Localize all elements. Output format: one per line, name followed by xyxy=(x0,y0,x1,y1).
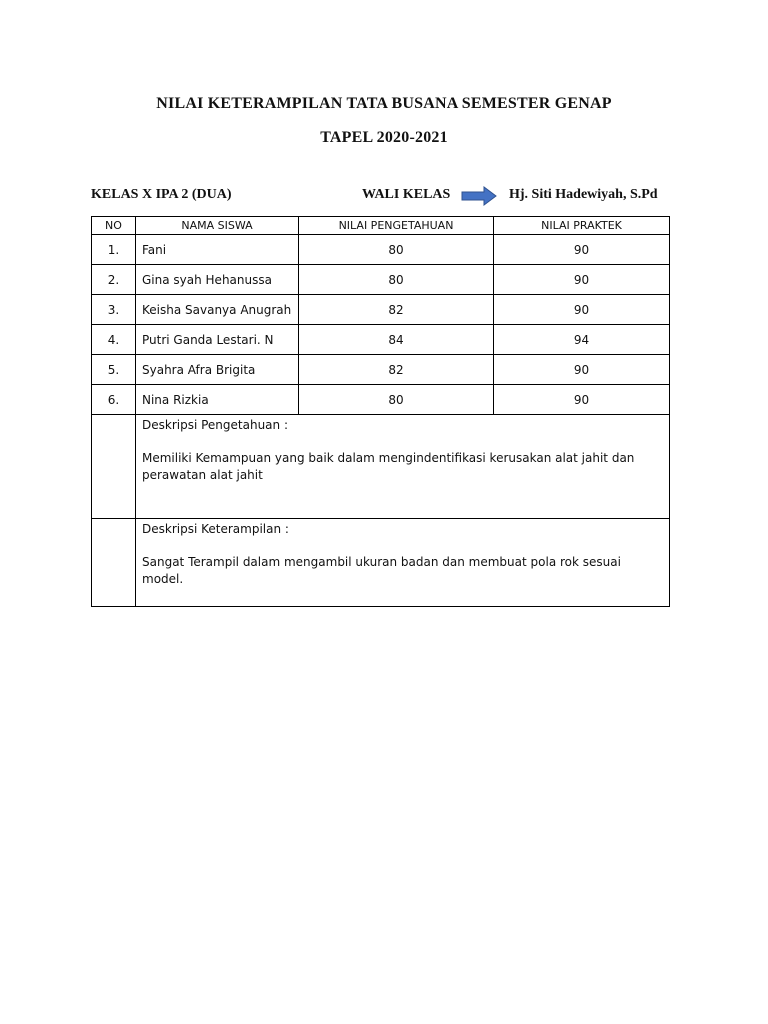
row-number: 4. xyxy=(92,325,136,355)
class-label: KELAS X IPA 2 (DUA) xyxy=(91,187,232,202)
knowledge-score: 82 xyxy=(299,355,494,385)
practice-score: 94 xyxy=(494,325,670,355)
skill-description-text: Sangat Terampil dalam mengambil ukuran badan dan membuat pola rok sesuai model. xyxy=(142,555,621,586)
knowledge-score: 84 xyxy=(299,325,494,355)
knowledge-score: 80 xyxy=(299,385,494,415)
knowledge-score: 80 xyxy=(299,265,494,295)
row-number: 2. xyxy=(92,265,136,295)
practice-score: 90 xyxy=(494,295,670,325)
homeroom-teacher-label: WALI KELAS xyxy=(362,187,451,202)
knowledge-score: 82 xyxy=(299,295,494,325)
student-name: Fani xyxy=(136,235,299,265)
table-row xyxy=(92,235,670,265)
knowledge-description-row xyxy=(92,415,670,519)
table-row xyxy=(92,265,670,295)
practice-score: 90 xyxy=(494,235,670,265)
knowledge-description-text: Memiliki Kemampuan yang baik dalam mengindentifikasi kerusakan alat jahit dan perawatan alat jahit xyxy=(142,451,635,482)
column-header-no: NO xyxy=(92,217,136,235)
skill-description-cell xyxy=(136,519,670,607)
student-name: Keisha Savanya Anugrah xyxy=(136,295,299,325)
student-name: Putri Ganda Lestari. N xyxy=(136,325,299,355)
arrow-right-icon xyxy=(461,186,497,206)
practice-score: 90 xyxy=(494,385,670,415)
table-row xyxy=(92,325,670,355)
student-name: Syahra Afra Brigita xyxy=(136,355,299,385)
column-header-name: NAMA SISWA xyxy=(136,217,299,235)
knowledge-score: 80 xyxy=(299,235,494,265)
table-row xyxy=(92,295,670,325)
column-header-knowledge-score: NILAI PENGETAHUAN xyxy=(299,217,494,235)
page-subtitle: TAPEL 2020-2021 xyxy=(320,129,448,146)
row-number: 6. xyxy=(92,385,136,415)
row-number: 5. xyxy=(92,355,136,385)
skill-description-label: Deskripsi Keterampilan : xyxy=(142,522,289,536)
table-row xyxy=(92,355,670,385)
practice-score: 90 xyxy=(494,355,670,385)
knowledge-description-cell xyxy=(136,415,670,519)
student-name: Gina syah Hehanussa xyxy=(136,265,299,295)
row-number: 1. xyxy=(92,235,136,265)
homeroom-teacher-name: Hj. Siti Hadewiyah, S.Pd xyxy=(509,187,658,202)
empty-cell xyxy=(92,519,136,607)
skill-description-row xyxy=(92,519,670,607)
table-header-row xyxy=(92,217,670,235)
row-number: 3. xyxy=(92,295,136,325)
grades-table xyxy=(91,216,670,607)
table-row xyxy=(92,385,670,415)
knowledge-description-label: Deskripsi Pengetahuan : xyxy=(142,418,288,432)
empty-cell xyxy=(92,415,136,519)
practice-score: 90 xyxy=(494,265,670,295)
page-title: NILAI KETERAMPILAN TATA BUSANA SEMESTER GENAP xyxy=(156,95,612,112)
column-header-practice-score: NILAI PRAKTEK xyxy=(494,217,670,235)
student-name: Nina Rizkia xyxy=(136,385,299,415)
